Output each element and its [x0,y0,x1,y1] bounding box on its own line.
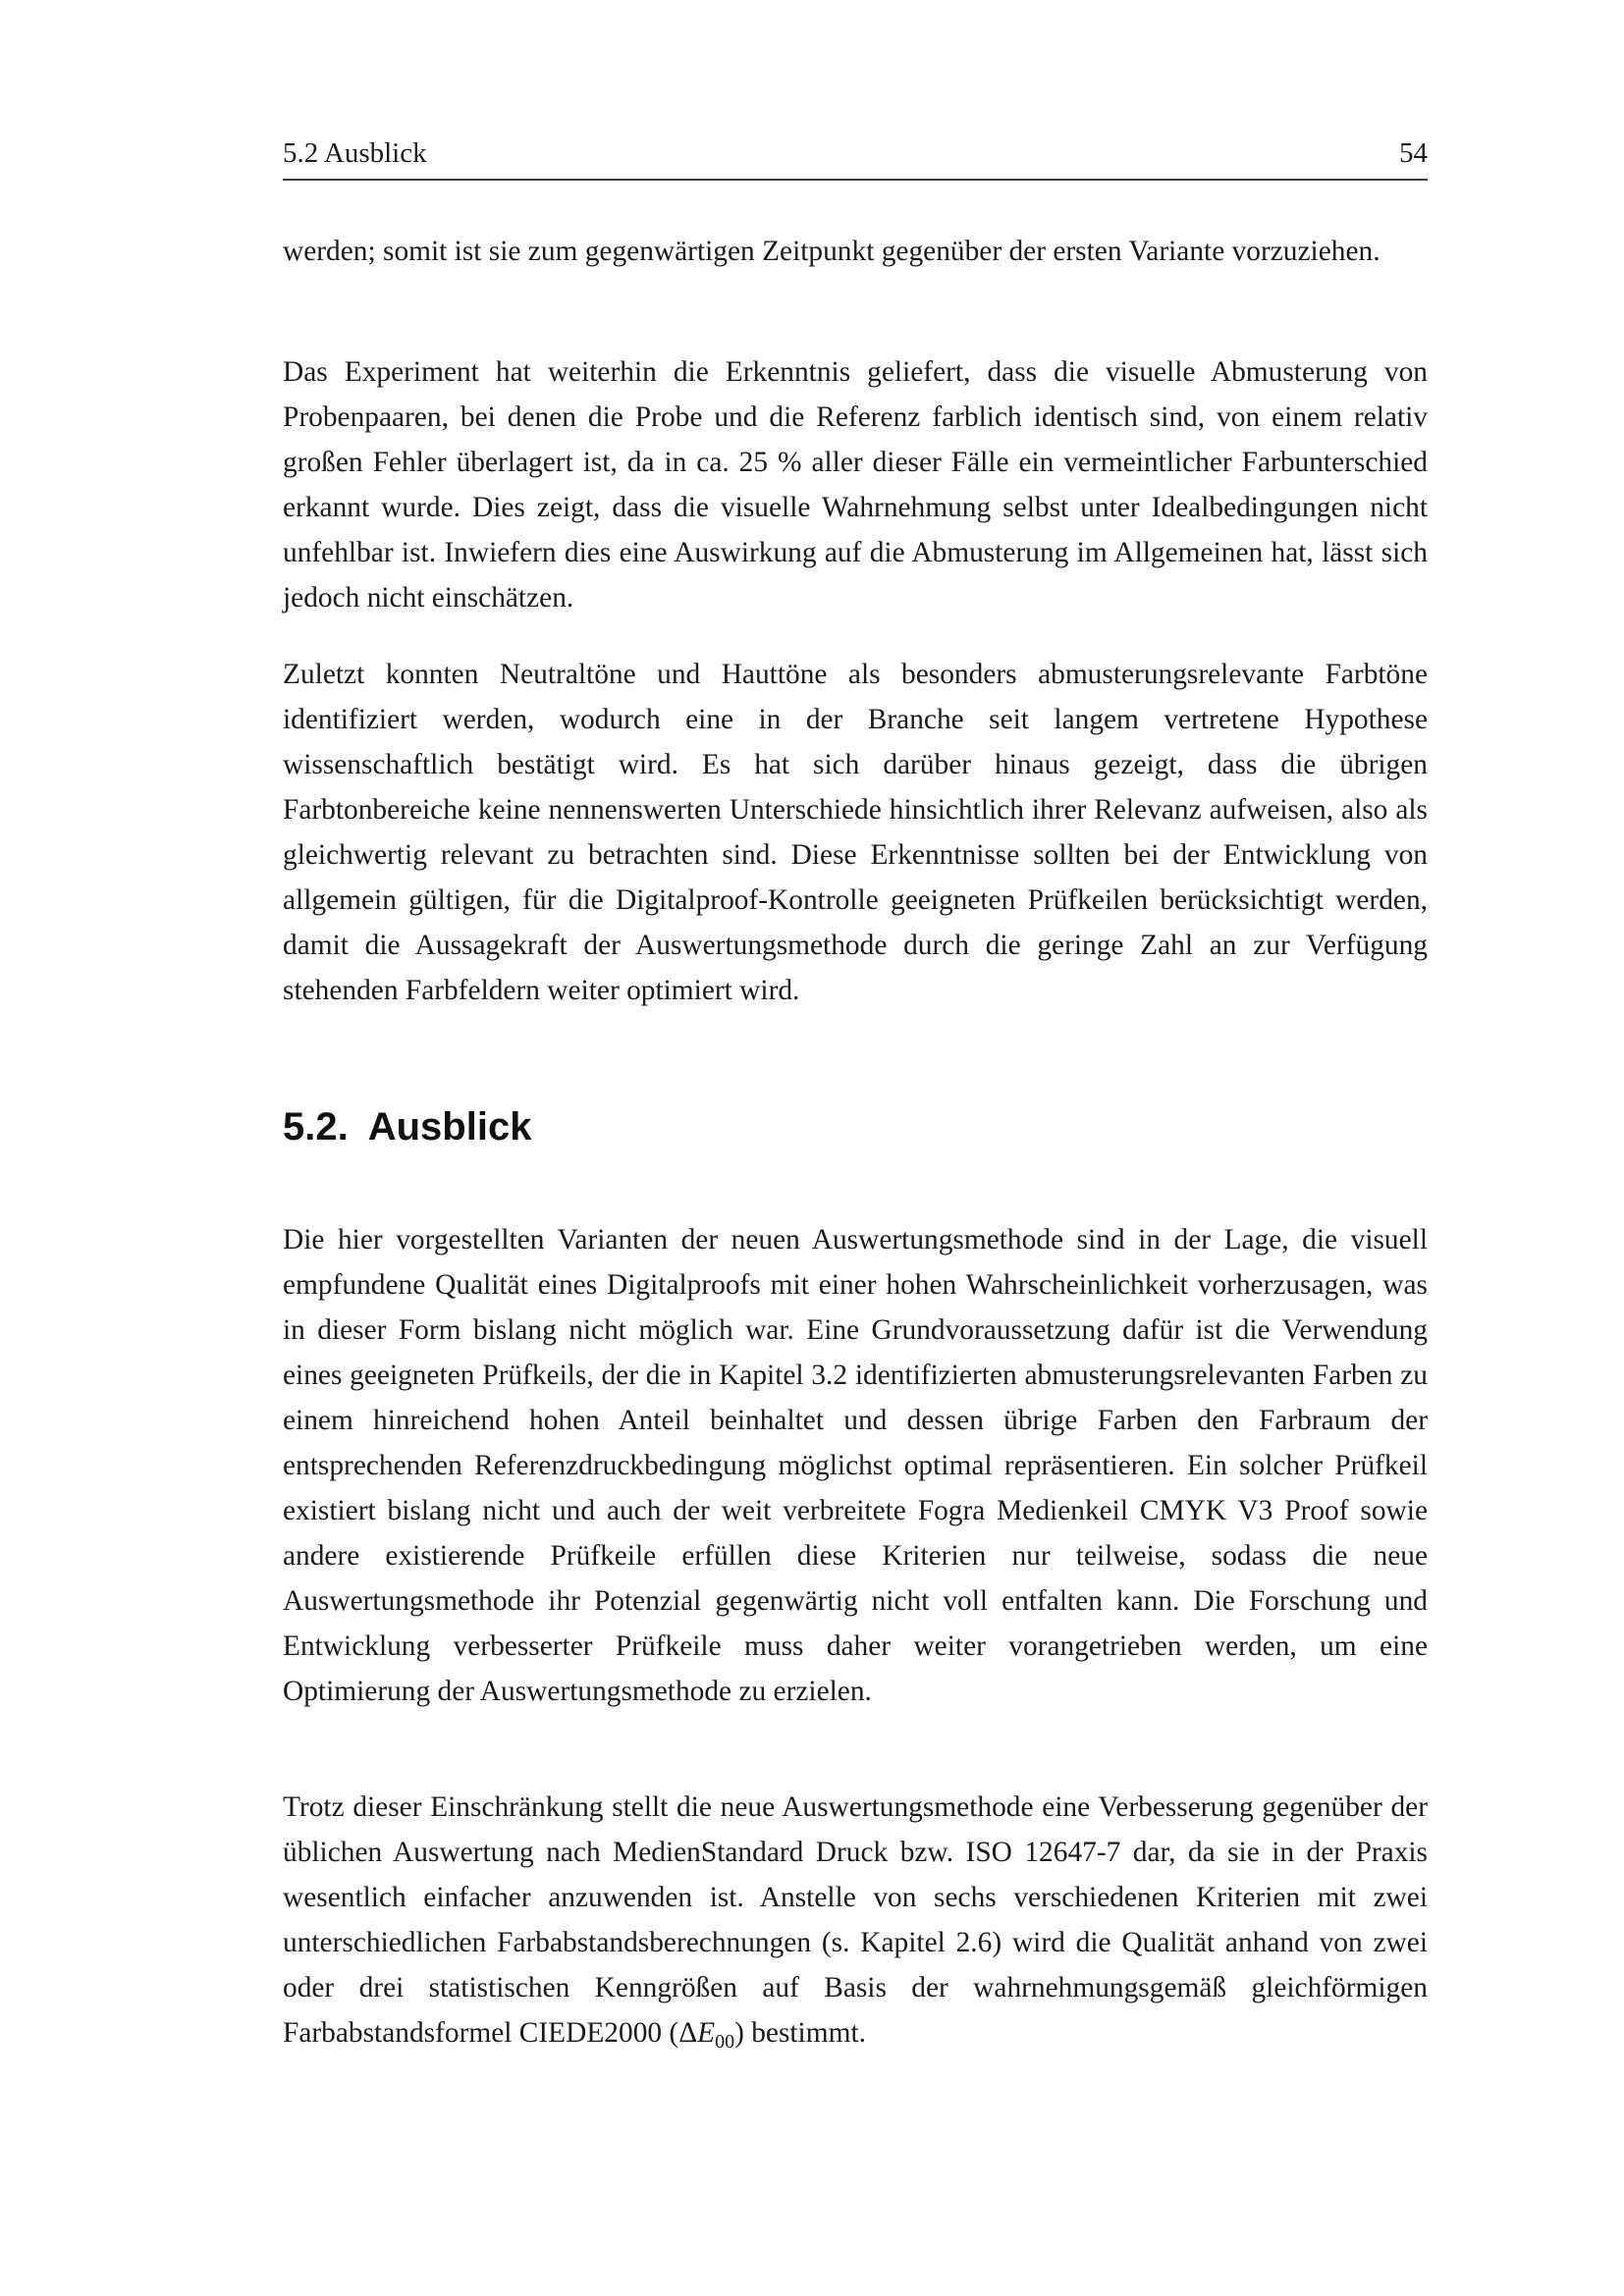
paragraph-5-end: ) bestimmt. [734,2017,866,2049]
paragraph-2: Das Experiment hat weiterhin die Erkenntnis geliefert, dass die visuelle Abmusterung von Probenpaaren, bei denen die Probe und die Referenz farblich identisch sind, von einem relativ großen Fehler überlagert ist, da in ca. 25 % aller dieser Fälle ein vermeintlicher Farbunterschied erkannt wurde. Dies zeigt, dass die visuelle Wahrnehmung selbst unter Idealbedingungen nicht unfehlbar ist. Inwiefern dies eine Auswirkung auf die Abmusterung im Allgemeinen hat, lässt sich jedoch nicht einschätzen. [283,356,1428,614]
section-number: 5.2. [283,1105,349,1148]
paragraph-1: werden; somit ist sie zum gegenwärtigen Zeitpunkt gegenüber der ersten Variante vorzuziehen. [283,236,1380,267]
delta-e00-formula [678,2017,735,2053]
page-number: 54 [1399,137,1428,169]
paragraph-5-text: Trotz dieser Einschränkung stellt die neue Auswertungsmethode eine Verbesserung gegenüber der üblichen Auswertung nach MedienStandard Druck bzw. ISO 12647-7 dar, da sie in der Praxis wesentlich einfacher anzuwenden ist. Anstelle von sechs verschiedenen Kriterien mit zwei unterschiedlichen Farbabstandsberechnungen (s. Kapitel 2.6) wird die Qualität anhand von zwei oder drei statistischen Kenngrößen auf Basis der wahrnehmungsgemäß gleichförmigen Farbabstandsformel CIEDE2000 ( [283,1791,1428,2049]
formula-e: E [697,2017,716,2049]
paragraph-3: Zuletzt konnten Neutraltöne und Hauttöne als besonders abmusterungsrelevante Farbtöne identifiziert werden, wodurch eine in der Branche seit langem vertretene Hypothese wissenschaftlich bestätigt wird. Es hat sich darüber hinaus gezeigt, dass die übrigen Farbtonbereiche keine nennenswerten Unterschiede hinsichtlich ihrer Relevanz aufweisen, also als gleichwertig relevant zu betrachten sind. Diese Erkenntnisse sollten bei der Entwicklung von allgemein gültigen, für die Digitalproof-Kontrolle geeigneten Prüfkeilen berücksichtigt werden, damit die Aussagekraft der Auswertungsmethode durch die geringe Zahl an zur Verfügung stehenden Farbfeldern weiter optimiert wird. [283,659,1428,1006]
running-header [283,135,1428,181]
paragraph-4: Die hier vorgestellten Varianten der neuen Auswertungsmethode sind in der Lage, die visuell empfundene Qualität eines Digitalproofs mit einer hohen Wahrscheinlichkeit vorherzusagen, was in dieser Form bislang nicht möglich war. Eine Grundvoraussetzung dafür ist die Verwendung eines geeigneten Prüfkeils, der die in Kapitel 3.2 identifizierten abmusterungsrelevanten Farben zu einem hinreichend hohen Anteil beinhaltet und dessen übrige Farben den Farbraum der entsprechenden Referenzdruckbedingung möglichst optimal repräsentieren. Ein solcher Prüfkeil existiert bislang nicht und auch der weit verbreitete Fogra Medienkeil CMYK V3 Proof sowie andere existierende Prüfkeile erfüllen diese Kriterien nur teilweise, sodass die neue Auswertungsmethode ihr Potenzial gegenwärtig nicht voll entfalten kann. Die Forschung und Entwicklung verbesserter Prüfkeile muss daher weiter vorangetrieben werden, um eine Optimierung der Auswertungsmethode zu erzielen. [283,1224,1428,1707]
formula-delta: Δ [678,2017,698,2049]
running-header-section: 5.2 Ausblick [283,137,427,169]
paragraph-5 [283,1785,1428,2064]
formula-subscript: 00 [715,2031,735,2053]
section-heading [283,1099,531,1154]
section-title: Ausblick [367,1105,532,1148]
